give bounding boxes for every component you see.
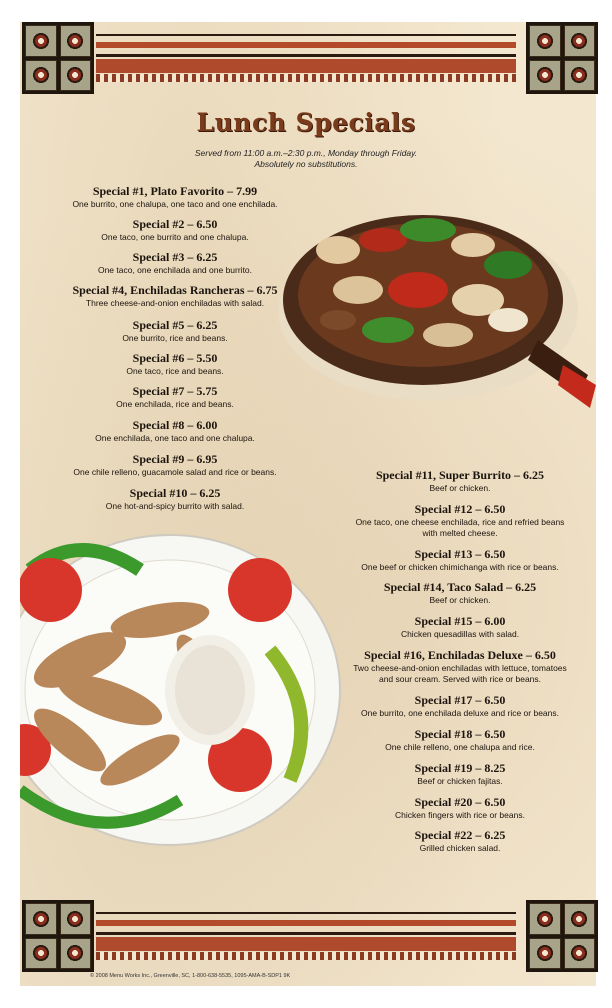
menu-item-special-10 bbox=[60, 486, 290, 512]
bottom-right-tiles bbox=[526, 900, 598, 972]
menu-item-special-16 bbox=[335, 648, 585, 685]
served-hours: Served from 11:00 a.m.–2:30 p.m., Monday through Friday. bbox=[194, 148, 418, 158]
item-name: Special #5 – 6.25 bbox=[132, 318, 218, 332]
item-name: Special #20 – 6.50 bbox=[414, 795, 506, 809]
item-name: Special #8 – 6.00 bbox=[132, 418, 218, 432]
item-description: One chile relleno, guacamole salad and rice or beans. bbox=[73, 467, 277, 477]
menu-item-special-12 bbox=[335, 502, 585, 539]
bottom-border bbox=[0, 900, 612, 972]
item-description: One enchilada, rice and beans. bbox=[116, 399, 234, 409]
item-name: Special #1, Plato Favorito – 7.99 bbox=[92, 184, 258, 198]
item-description: One hot-and-spicy burrito with salad. bbox=[105, 501, 245, 511]
item-description-line-2: and sour cream. Served with rice or beans. bbox=[378, 674, 542, 684]
item-description: Beef or chicken. bbox=[429, 595, 491, 605]
item-name: Special #14, Taco Salad – 6.25 bbox=[383, 580, 537, 594]
copyright-footer: © 2008 Menu Works Inc., Greenville, SC, 1-800-638-5535, 1095-AMA-B-SDP1 9K bbox=[90, 973, 291, 979]
item-description: One beef or chicken chimichanga with rice or beans. bbox=[361, 562, 559, 572]
menu-item-special-11 bbox=[335, 468, 585, 494]
item-description-line-2: with melted cheese. bbox=[422, 528, 498, 538]
item-description: Chicken quesadillas with salad. bbox=[400, 629, 520, 639]
item-name: Special #11, Super Burrito – 6.25 bbox=[375, 468, 545, 482]
item-description: Three cheese-and-onion enchiladas with salad. bbox=[85, 298, 265, 308]
menu-item-special-15 bbox=[335, 614, 585, 640]
item-name: Special #15 – 6.00 bbox=[414, 614, 506, 628]
item-name: Special #13 – 6.50 bbox=[414, 547, 506, 561]
no-substitutions-note: Absolutely no substitutions. bbox=[254, 159, 358, 169]
menu-item-special-3 bbox=[60, 250, 290, 276]
item-name: Special #6 – 5.50 bbox=[132, 351, 218, 365]
item-description: One chile relleno, one chalupa and rice. bbox=[385, 742, 535, 752]
item-name: Special #10 – 6.25 bbox=[129, 486, 221, 500]
item-name: Special #16, Enchiladas Deluxe – 6.50 bbox=[364, 648, 556, 662]
item-name: Special #3 – 6.25 bbox=[132, 250, 218, 264]
menu-item-special-5 bbox=[60, 318, 290, 344]
menu-item-special-13 bbox=[335, 547, 585, 573]
item-name: Special #17 – 6.50 bbox=[414, 693, 506, 707]
fajita-skillet-photo bbox=[278, 170, 598, 420]
item-description: One taco, one cheese enchilada, rice and refried beans bbox=[355, 517, 565, 527]
menu-item-special-17 bbox=[335, 693, 585, 719]
menu-item-special-14 bbox=[335, 580, 585, 606]
menu-item-special-18 bbox=[335, 727, 585, 753]
menu-item-special-4 bbox=[60, 283, 290, 309]
bottom-left-tiles bbox=[22, 900, 94, 972]
menu-item-special-20 bbox=[335, 795, 585, 821]
item-description: One taco, one enchilada and one burrito. bbox=[97, 265, 253, 275]
item-description: One burrito, one enchilada deluxe and rice or beans. bbox=[361, 708, 559, 718]
item-description: Beef or chicken fajitas. bbox=[417, 776, 503, 786]
top-border bbox=[0, 22, 612, 94]
item-description: One taco, one burrito and one chalupa. bbox=[101, 232, 249, 242]
item-name: Special #22 – 6.25 bbox=[414, 828, 506, 842]
item-description: Grilled chicken salad. bbox=[419, 843, 501, 853]
menu-item-special-2 bbox=[60, 217, 290, 243]
item-description: Two cheese-and-onion enchiladas with lettuce, tomatoes bbox=[353, 663, 567, 673]
item-description: Chicken fingers with rice or beans. bbox=[395, 810, 525, 820]
menu-title: Lunch Specials bbox=[196, 108, 416, 137]
chicken-fajita-plate-photo bbox=[20, 530, 350, 860]
menu-item-special-1 bbox=[60, 184, 290, 210]
menu-item-special-8 bbox=[60, 418, 290, 444]
item-name: Special #12 – 6.50 bbox=[414, 502, 506, 516]
top-right-tiles bbox=[526, 22, 598, 94]
item-name: Special #9 – 6.95 bbox=[132, 452, 218, 466]
menu-item-special-6 bbox=[60, 351, 290, 377]
menu-item-special-22 bbox=[335, 828, 585, 854]
item-description: One taco, rice and beans. bbox=[126, 366, 224, 376]
item-name: Special #2 – 6.50 bbox=[132, 217, 218, 231]
item-description: One enchilada, one taco and one chalupa. bbox=[95, 433, 255, 443]
item-name: Special #18 – 6.50 bbox=[414, 727, 506, 741]
menu-item-special-9 bbox=[60, 452, 290, 478]
item-name: Special #4, Enchiladas Rancheras – 6.75 bbox=[72, 283, 278, 297]
item-description: One burrito, one chalupa, one taco and one enchilada. bbox=[72, 199, 278, 209]
menu-item-special-7 bbox=[60, 384, 290, 410]
menu-item-special-19 bbox=[335, 761, 585, 787]
item-name: Special #19 – 8.25 bbox=[414, 761, 506, 775]
top-left-tiles bbox=[22, 22, 94, 94]
item-name: Special #7 – 5.75 bbox=[132, 384, 218, 398]
item-description: One burrito, rice and beans. bbox=[122, 333, 228, 343]
item-description: Beef or chicken. bbox=[429, 483, 491, 493]
